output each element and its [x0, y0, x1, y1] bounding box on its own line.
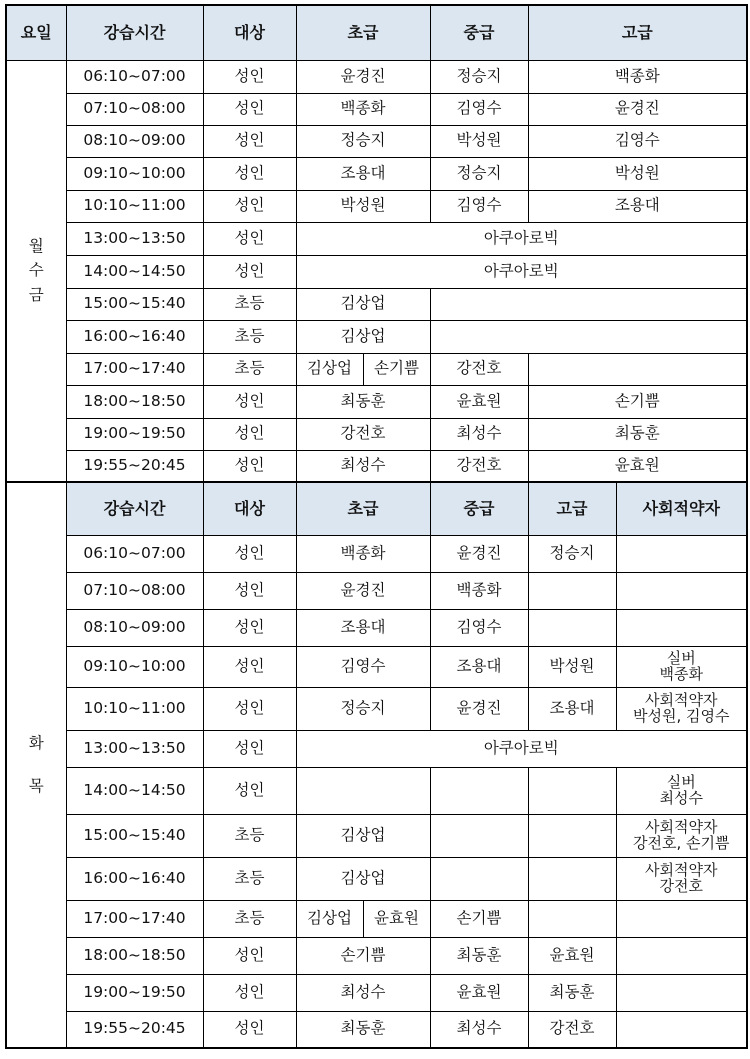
target-cell: 성인: [203, 730, 296, 767]
beginner-cell: 김상업: [296, 320, 430, 353]
beginner-cell: 강전호: [296, 418, 430, 450]
table-row: [6, 572, 747, 609]
advanced-cell: 조용대: [528, 687, 616, 730]
vulnerable-cell: [616, 609, 747, 646]
advanced-cell: [528, 572, 616, 609]
target-cell: 성인: [203, 125, 296, 157]
beginner-cell: 최성수: [296, 450, 430, 482]
target-cell: 성인: [203, 937, 296, 974]
target-cell: 성인: [203, 418, 296, 450]
target-cell: 성인: [203, 646, 296, 687]
time-cell: 07:10~08:00: [66, 93, 203, 125]
beginner-cell: 조용대: [296, 157, 430, 190]
beginner-cell: 박성원: [296, 190, 430, 222]
table-row: [6, 450, 747, 482]
table-row: [6, 93, 747, 125]
vulnerable-cell: [616, 937, 747, 974]
table-row: [6, 190, 747, 222]
time-cell: 06:10~07:00: [66, 60, 203, 93]
intermediate-cell: 백종화: [430, 572, 528, 609]
intermediate-cell: 윤경진: [430, 687, 528, 730]
target-cell: 초등: [203, 353, 296, 385]
day-char: 목: [28, 777, 44, 795]
day-char: 수: [28, 261, 44, 280]
vulnerable-cell: [616, 535, 747, 572]
beginner-cell: 최동훈: [296, 1011, 430, 1048]
time-cell: 13:00~13:50: [66, 730, 203, 767]
table-row: [6, 353, 747, 385]
time-cell: 17:00~17:40: [66, 353, 203, 385]
advanced-cell: [528, 857, 616, 900]
intermediate-cell: 정승지: [430, 60, 528, 93]
time-cell: 08:10~09:00: [66, 609, 203, 646]
time-cell: 14:00~14:50: [66, 767, 203, 814]
vulnerable-instructor: 박성원, 김영수: [633, 706, 730, 725]
time-cell: 09:10~10:00: [66, 157, 203, 190]
target-cell: 성인: [203, 974, 296, 1011]
table-row: [6, 125, 747, 157]
schedule-table-mon-wed-fri: [5, 4, 748, 483]
target-cell: 초등: [203, 857, 296, 900]
advanced-cell: 최동훈: [528, 974, 616, 1011]
day-char: 월: [28, 236, 44, 255]
time-cell: 16:00~16:40: [66, 320, 203, 353]
time-cell: 15:00~15:40: [66, 814, 203, 857]
advanced-cell: [528, 609, 616, 646]
time-cell: 07:10~08:00: [66, 572, 203, 609]
intermediate-cell: 윤효원: [430, 385, 528, 418]
beginner-cell: 김상업: [296, 814, 430, 857]
target-cell: 성인: [203, 93, 296, 125]
table-row: [6, 320, 747, 353]
beginner-cell: 손기쁨: [296, 937, 430, 974]
advanced-cell: 최동훈: [528, 418, 747, 450]
target-cell: 초등: [203, 288, 296, 320]
time-cell: 19:00~19:50: [66, 418, 203, 450]
target-cell: 성인: [203, 767, 296, 814]
header-beginner: 초급: [296, 482, 430, 535]
day-char: 금: [28, 286, 44, 305]
advanced-cell: [528, 353, 747, 385]
time-cell: 10:10~11:00: [66, 190, 203, 222]
intermediate-cell: 최동훈: [430, 937, 528, 974]
table-row: [6, 646, 747, 687]
table-row: [6, 418, 747, 450]
table-row: [6, 288, 747, 320]
time-cell: 19:55~20:45: [66, 1011, 203, 1048]
table-row: [6, 900, 747, 937]
beginner-cell-a: 김상업: [296, 353, 363, 385]
header-time: 강습시간: [66, 482, 203, 535]
intermediate-cell: 김영수: [430, 609, 528, 646]
vulnerable-instructor: 강전호, 손기쁨: [633, 833, 730, 852]
intermediate-cell: [430, 814, 528, 857]
aquarobics-cell: 아쿠아로빅: [296, 730, 747, 767]
vulnerable-cell: [616, 857, 747, 900]
target-cell: 성인: [203, 190, 296, 222]
advanced-cell: [528, 900, 616, 937]
vulnerable-cell: [616, 767, 747, 814]
intermediate-cell: 윤경진: [430, 535, 528, 572]
intermediate-cell: 강전호: [430, 353, 528, 385]
table-row: [6, 157, 747, 190]
header-row: [6, 482, 747, 535]
advanced-cell: 김영수: [528, 125, 747, 157]
vulnerable-cell: [616, 572, 747, 609]
day-char: 화: [28, 734, 44, 753]
target-cell: 성인: [203, 60, 296, 93]
intermediate-cell: 강전호: [430, 450, 528, 482]
vulnerable-cell: [616, 687, 747, 730]
table-row: [6, 974, 747, 1011]
table-row: [6, 857, 747, 900]
table-row: [6, 1011, 747, 1048]
time-cell: 17:00~17:40: [66, 900, 203, 937]
vulnerable-cell: [616, 900, 747, 937]
header-intermediate: 중급: [430, 482, 528, 535]
vulnerable-instructor: 강전호: [659, 876, 703, 895]
beginner-cell: 정승지: [296, 125, 430, 157]
table-row: [6, 767, 747, 814]
vulnerable-category: 사회적약자: [645, 860, 718, 879]
advanced-cell: 윤효원: [528, 450, 747, 482]
aquarobics-cell: 아쿠아로빅: [296, 222, 747, 255]
vulnerable-category: 사회적약자: [645, 690, 718, 709]
header-target: 대상: [203, 5, 296, 60]
table-row: [6, 255, 747, 288]
header-advanced: 고급: [528, 482, 616, 535]
beginner-cell-a: 김상업: [296, 900, 363, 937]
advanced-cell: 윤효원: [528, 937, 616, 974]
header-time: 강습시간: [66, 5, 203, 60]
target-cell: 성인: [203, 687, 296, 730]
intermediate-cell: 최성수: [430, 1011, 528, 1048]
table-row: [6, 535, 747, 572]
intermediate-cell: 정승지: [430, 157, 528, 190]
target-cell: 초등: [203, 320, 296, 353]
target-cell: 성인: [203, 222, 296, 255]
header-advanced: 고급: [528, 5, 747, 60]
intermediate-cell: 김영수: [430, 190, 528, 222]
table-row: [6, 222, 747, 255]
advanced-cell: 백종화: [528, 60, 747, 93]
intermediate-cell: 최성수: [430, 418, 528, 450]
header-beginner: 초급: [296, 5, 430, 60]
time-cell: 08:10~09:00: [66, 125, 203, 157]
target-cell: 성인: [203, 385, 296, 418]
advanced-cell: 윤경진: [528, 93, 747, 125]
blank-cell: [430, 288, 747, 320]
intermediate-cell: 손기쁨: [430, 900, 528, 937]
intermediate-cell: 김영수: [430, 93, 528, 125]
beginner-cell: 백종화: [296, 93, 430, 125]
time-cell: 19:00~19:50: [66, 974, 203, 1011]
intermediate-cell: [430, 767, 528, 814]
advanced-cell: 정승지: [528, 535, 616, 572]
time-cell: 06:10~07:00: [66, 535, 203, 572]
vulnerable-category: 사회적약자: [645, 817, 718, 836]
table-row: [6, 385, 747, 418]
time-cell: 10:10~11:00: [66, 687, 203, 730]
vulnerable-cell: [616, 814, 747, 857]
beginner-cell: 김영수: [296, 646, 430, 687]
time-cell: 15:00~15:40: [66, 288, 203, 320]
intermediate-cell: 윤효원: [430, 974, 528, 1011]
time-cell: 14:00~14:50: [66, 255, 203, 288]
beginner-cell: 윤경진: [296, 60, 430, 93]
beginner-cell-b: 손기쁨: [363, 353, 430, 385]
table-row: [6, 609, 747, 646]
advanced-cell: 조용대: [528, 190, 747, 222]
advanced-cell: 박성원: [528, 646, 616, 687]
target-cell: 성인: [203, 535, 296, 572]
target-cell: 성인: [203, 572, 296, 609]
beginner-cell: 김상업: [296, 857, 430, 900]
vulnerable-cell: [616, 974, 747, 1011]
target-cell: 성인: [203, 1011, 296, 1048]
day-label-tue-thu: [6, 482, 66, 1048]
vulnerable-cell: [616, 1011, 747, 1048]
time-cell: 18:00~18:50: [66, 937, 203, 974]
table-row: [6, 730, 747, 767]
header-intermediate: 중급: [430, 5, 528, 60]
advanced-cell: [528, 814, 616, 857]
target-cell: 성인: [203, 450, 296, 482]
target-cell: 성인: [203, 255, 296, 288]
target-cell: 초등: [203, 814, 296, 857]
beginner-cell: 김상업: [296, 288, 430, 320]
time-cell: 09:10~10:00: [66, 646, 203, 687]
time-cell: 16:00~16:40: [66, 857, 203, 900]
table-row: [6, 937, 747, 974]
header-vulnerable: 사회적약자: [616, 482, 747, 535]
beginner-cell: 정승지: [296, 687, 430, 730]
vulnerable-category: 실버: [666, 772, 696, 791]
vulnerable-category: 실버: [666, 648, 696, 667]
advanced-cell: 손기쁨: [528, 385, 747, 418]
beginner-cell: 최동훈: [296, 385, 430, 418]
beginner-cell: 백종화: [296, 535, 430, 572]
intermediate-cell: [430, 857, 528, 900]
beginner-cell: 윤경진: [296, 572, 430, 609]
blank-cell: [430, 320, 747, 353]
aquarobics-cell: 아쿠아로빅: [296, 255, 747, 288]
header-target: 대상: [203, 482, 296, 535]
time-cell: 18:00~18:50: [66, 385, 203, 418]
advanced-cell: 박성원: [528, 157, 747, 190]
table-row: [6, 687, 747, 730]
schedule-table-tue-thu: [5, 481, 748, 1049]
table-row: [6, 60, 747, 93]
beginner-cell: [296, 767, 430, 814]
header-day: 요일: [6, 5, 66, 60]
beginner-cell: 최성수: [296, 974, 430, 1011]
intermediate-cell: 박성원: [430, 125, 528, 157]
intermediate-cell: 조용대: [430, 646, 528, 687]
vulnerable-cell: [616, 646, 747, 687]
advanced-cell: [528, 767, 616, 814]
day-label-mon-wed-fri: [6, 60, 66, 482]
vulnerable-instructor: 최성수: [659, 788, 703, 807]
target-cell: 성인: [203, 609, 296, 646]
beginner-cell: 조용대: [296, 609, 430, 646]
advanced-cell: 강전호: [528, 1011, 616, 1048]
table-row: [6, 814, 747, 857]
time-cell: 13:00~13:50: [66, 222, 203, 255]
vulnerable-instructor: 백종화: [659, 664, 703, 683]
time-cell: 19:55~20:45: [66, 450, 203, 482]
beginner-cell-b: 윤효원: [363, 900, 430, 937]
target-cell: 초등: [203, 900, 296, 937]
target-cell: 성인: [203, 157, 296, 190]
